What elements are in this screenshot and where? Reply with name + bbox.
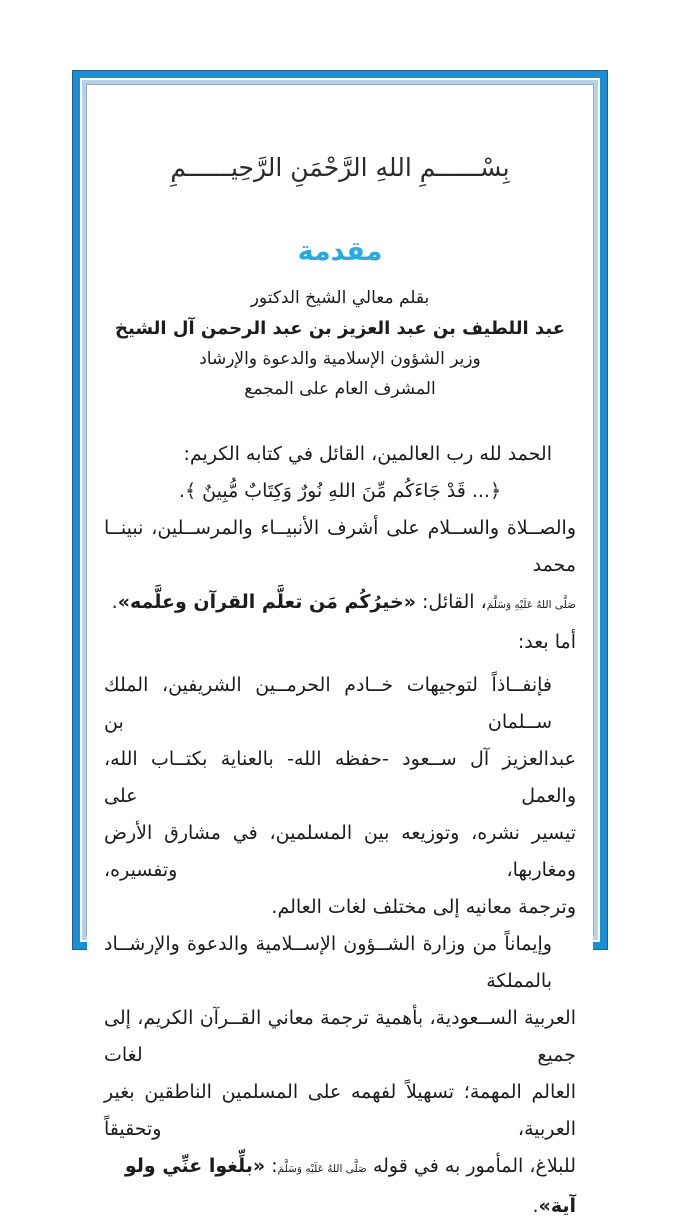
frame-white-gap (80, 78, 600, 1217)
body-line-p2-l3 (104, 1074, 576, 1148)
body-line-p1-l4 (104, 889, 576, 926)
byline-author-name: عبد اللطيف بن عبد العزيز بن عبد الرحمن آل الشيخ (115, 318, 565, 339)
body-text (104, 436, 576, 1225)
hadith2-colon: : (265, 1155, 278, 1177)
body-line-p1-l1 (104, 667, 576, 741)
byline-intro: بقلم معالي الشيخ الدكتور (250, 288, 430, 308)
body-line-p2-l1 (104, 926, 576, 1000)
salat-text: والصــلاة والســلام على أشرف الأنبيــاء والمرســلين، نبينــا محمد (104, 517, 576, 576)
quran-verse: ﴿... قَدْ جَاءَكُم مِّنَ اللهِ نُورٌ وَكِتَابٌ مُّبِينٌ ﴾. (178, 480, 502, 502)
frame-inner-line (86, 84, 594, 1217)
frame-pale-blue-band (82, 80, 598, 1217)
decorative-frame (72, 70, 608, 1217)
p2-l3-text: العالم المهمة؛ تسهيلاً لفهمه على المسلمين الناطقين بغير العربية، وتحقيقاً (104, 1081, 576, 1140)
p1-l2-text: عبدالعزيز آل ســعود -حفظه الله- بالعناية بكتــاب الله، والعمل على (104, 748, 576, 807)
frame-blue-band (73, 71, 607, 1217)
page-title: مقدمة (297, 236, 383, 267)
p2-l2-text: العربية الســعودية، بأهمية ترجمة معاني القــرآن الكريم، إلى جميع لغات (104, 1007, 576, 1066)
amma-baad-text: أما بعد: (517, 631, 576, 653)
p2-l1-text: وإيماناً من وزارة الشــؤون الإســلامية والدعوة والإرشــاد بالمملكة (104, 933, 552, 992)
body-line-p1-l3 (104, 815, 576, 889)
hadith1-quote: «خيرُكُم مَن تعلَّم القرآن وعلَّمه» (117, 591, 416, 613)
body-line-p1-l2 (104, 741, 576, 815)
hadith1-lead: ، القائل: (415, 591, 487, 613)
body-line-hamd (104, 436, 576, 473)
quran-verse-line (104, 473, 576, 510)
body-line-amma-baad (104, 624, 576, 661)
hadith2-lead: للبلاغ، المأمور به في قوله (366, 1155, 576, 1177)
byline-role: وزير الشؤون الإسلامية والدعوة والإرشاد (199, 349, 481, 369)
body-line-hadith1 (104, 584, 576, 624)
hadith1-period: . (111, 591, 118, 613)
p1-l3-text: تيسير نشره، وتوزيعه بين المسلمين، في مشارق الأرض ومغاربها، وتفسيره، (104, 822, 576, 881)
hadith2-period: . (532, 1195, 539, 1217)
p1-l4-text: وترجمة معانيه إلى مختلف لغات العالم. (271, 896, 576, 918)
hamd-text: الحمد لله رب العالمين، القائل في كتابه الكريم: (183, 443, 552, 465)
body-line-hadith2 (104, 1148, 576, 1225)
byline-block (104, 283, 576, 404)
byline-role2: المشرف العام على المجمع (244, 379, 436, 399)
honorific-symbol: صَلَّى اللهُ عَلَيْهِ وَسَلَّمَ (277, 1163, 367, 1175)
honorific-symbol: صَلَّى اللهُ عَلَيْهِ وَسَلَّمَ (486, 599, 576, 611)
body-line-salat (104, 510, 576, 584)
hadith2-quote: «بلِّغوا عنِّي ولو آية» (124, 1155, 576, 1217)
page-content (87, 145, 593, 1217)
p1-l1-text: فإنفــاذاً لتوجيهات خــادم الحرمــين الشريفين، الملك ســلمان بن (104, 674, 552, 733)
body-line-p2-l2 (104, 1000, 576, 1074)
bismillah-calligraphy: بِسْــــــمِ اللهِ الرَّحْمَنِ الرَّحِيــــــمِ (170, 153, 510, 182)
